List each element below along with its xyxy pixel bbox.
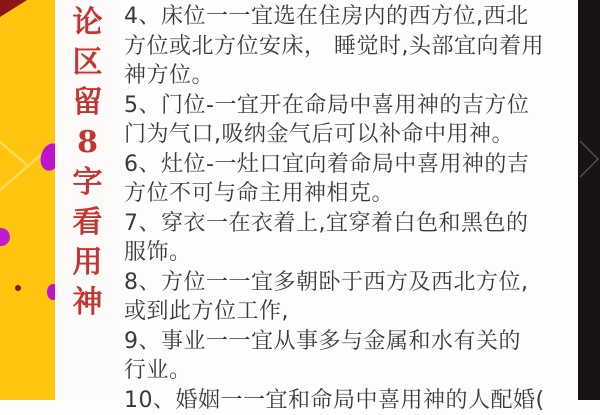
vertical-title-char: 论 (73, 7, 103, 38)
left-decorative-strip (0, 0, 55, 400)
text-line: 9、事业一一宜从事多与金属和水有关的 (124, 327, 578, 357)
vertical-title-char: 字 (73, 167, 103, 198)
vertical-title-char: 神 (73, 287, 103, 318)
vertical-title-char: 8 (77, 127, 98, 158)
text-line: 4、床位一一宜选在住房内的西方位,西北 (124, 2, 578, 32)
text-line: 8、方位一一宜多朝卧于西方及西北方位, (124, 268, 578, 298)
text-line: 门为气口,吸纳金气后可以补命中用神。 (124, 120, 578, 150)
vertical-title-char: 看 (73, 207, 103, 238)
text-line: 7、穿衣一在衣着上,宜穿着白色和黑色的 (124, 209, 578, 239)
vertical-title-char: 用 (73, 247, 103, 278)
text-line: 或到此方位工作, (124, 297, 578, 327)
vertical-title (55, 0, 120, 318)
text-line: 方位或北方位安床， 睡觉时,头部宜向着用 (124, 32, 578, 62)
next-chevron-icon[interactable] (578, 0, 600, 400)
vertical-title-char: 区 (73, 47, 103, 78)
text-line: 神方位。 (124, 61, 578, 91)
text-line: 5、门位-一宜开在命局中喜用神的吉方位 (124, 91, 578, 121)
text-line: 6、灶位-一灶口宜向着命局中喜用神的吉 (124, 150, 578, 180)
carousel-edge-strip[interactable] (578, 0, 600, 400)
text-line: 服饰。 (124, 238, 578, 268)
document-body (120, 0, 578, 400)
text-line: 方位不可与命主用神相克。 (124, 179, 578, 209)
vertical-title-column (55, 0, 121, 400)
text-line: 行业。 (124, 356, 578, 386)
vertical-title-char: 留 (73, 87, 103, 118)
text-line: 10、婚姻一一宜和命局中喜用神的人配婚( (124, 386, 578, 415)
